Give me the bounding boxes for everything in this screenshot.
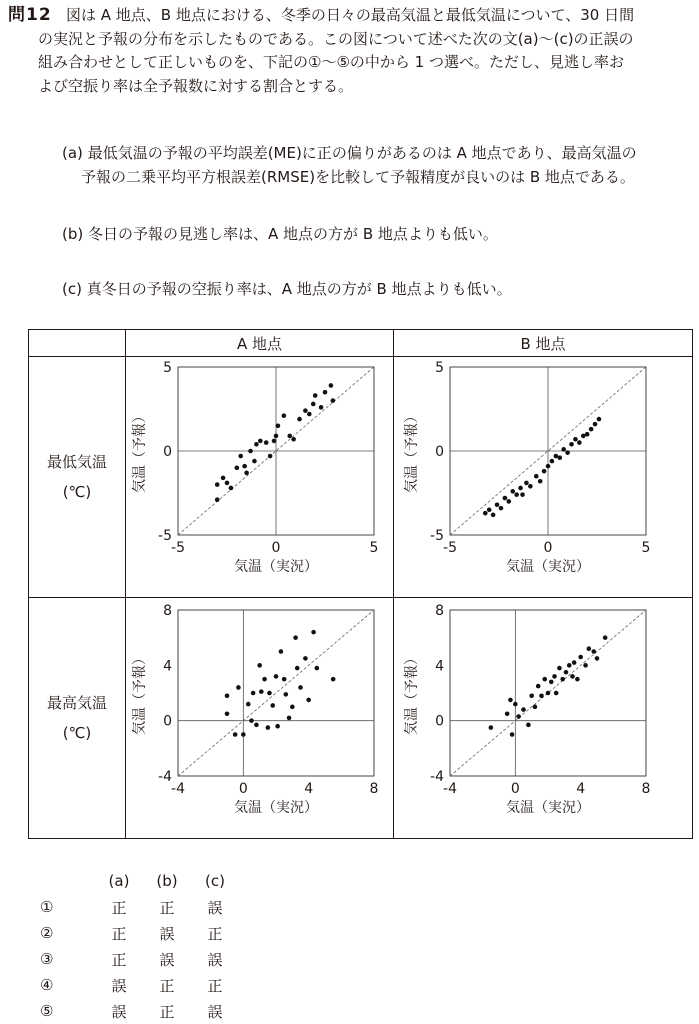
y-tick-label: -4 <box>430 769 444 785</box>
data-point <box>516 714 521 719</box>
row-label-unit: (℃) <box>62 483 92 501</box>
data-point <box>319 405 324 410</box>
data-point <box>526 723 531 728</box>
data-point <box>542 677 547 682</box>
data-point <box>297 417 302 422</box>
data-point <box>257 663 262 668</box>
data-point <box>536 684 541 689</box>
chart-table <box>28 329 693 839</box>
option-b: 誤 <box>159 924 175 943</box>
question-label: 問12 <box>8 5 52 25</box>
data-point <box>215 482 220 487</box>
data-point <box>262 677 267 682</box>
data-point <box>276 424 281 429</box>
data-point <box>295 666 300 671</box>
data-point <box>331 398 336 403</box>
data-point <box>508 698 513 703</box>
option-number: ② <box>40 924 54 942</box>
data-point <box>287 716 292 721</box>
option-b: 正 <box>159 976 175 995</box>
data-point <box>254 442 259 447</box>
data-point <box>554 454 559 459</box>
y-axis-label: 気温（予報） <box>404 409 420 493</box>
data-point <box>290 705 295 710</box>
data-point <box>521 707 526 712</box>
data-point <box>251 691 256 696</box>
x-axis-label: 気温（実況） <box>506 800 590 816</box>
data-point <box>264 440 269 445</box>
data-point <box>489 725 494 730</box>
option-number: ③ <box>40 950 54 968</box>
table-header-empty <box>29 330 126 357</box>
data-point <box>311 630 316 635</box>
y-tick-label: 8 <box>163 603 172 619</box>
answer-header-row <box>40 868 239 894</box>
statement-c <box>62 278 512 302</box>
answer-header-a: (a) <box>108 872 130 890</box>
statement-label: (b) <box>62 225 84 243</box>
data-point <box>546 464 551 469</box>
y-tick-label: 0 <box>435 444 444 460</box>
x-tick-label: -4 <box>171 781 185 797</box>
y-tick-label: -4 <box>158 769 172 785</box>
y-tick-label: 8 <box>435 603 444 619</box>
data-point <box>236 685 241 690</box>
question-text-head <box>66 4 694 28</box>
data-point <box>513 702 518 707</box>
data-point <box>539 693 544 698</box>
data-point <box>575 677 580 682</box>
data-point <box>270 703 275 708</box>
data-point <box>510 489 515 494</box>
statement-a <box>62 142 637 189</box>
data-point <box>557 455 562 460</box>
data-point <box>249 718 254 723</box>
data-point <box>499 506 504 511</box>
question-line: 組み合わせとして正しいものを、下記の①～⑤の中から 1 つ選べ。ただし、見逃し率お <box>38 53 624 71</box>
option-b: 正 <box>159 1002 175 1021</box>
answer-header-c: (c) <box>205 872 225 890</box>
answer-option[interactable] <box>40 920 239 946</box>
x-axis-label: 気温（実況） <box>234 559 318 575</box>
data-point <box>560 677 565 682</box>
data-point <box>572 660 577 665</box>
data-point <box>268 454 273 459</box>
data-point <box>549 680 554 685</box>
y-axis-label: 気温（予報） <box>132 409 148 493</box>
data-point <box>254 723 259 728</box>
data-point <box>244 471 249 476</box>
data-point <box>495 502 500 507</box>
answer-header-b: (b) <box>156 872 178 890</box>
data-point <box>581 434 586 439</box>
y-tick-label: -5 <box>158 528 172 544</box>
option-b: 誤 <box>159 950 175 969</box>
data-point <box>578 655 583 660</box>
data-point <box>546 691 551 696</box>
option-a: 誤 <box>111 976 127 995</box>
scatter-plot-a-min <box>126 357 394 597</box>
option-c: 誤 <box>207 950 223 969</box>
data-point <box>225 481 230 486</box>
data-point <box>595 656 600 661</box>
data-point <box>272 439 277 444</box>
data-point <box>567 663 572 668</box>
data-point <box>331 677 336 682</box>
data-point <box>238 454 243 459</box>
data-point <box>557 666 562 671</box>
answer-option[interactable] <box>40 894 239 920</box>
y-tick-label: 4 <box>163 658 172 675</box>
plot-cell-a-min <box>126 357 394 598</box>
data-point <box>225 693 230 698</box>
row-label-unit: (℃) <box>62 724 92 742</box>
data-point <box>329 383 334 388</box>
x-axis-label: 気温（実況） <box>506 559 590 575</box>
plot-cell-b-min <box>394 357 693 598</box>
x-tick-label: 0 <box>543 540 553 556</box>
data-point <box>225 711 230 716</box>
statement-b <box>62 223 498 247</box>
x-tick-label: 5 <box>641 540 651 556</box>
data-point <box>215 497 220 502</box>
question-line: の実況と予報の分布を示したものである。この図について述べた次の文(a)～(c)の正誤の <box>38 29 634 48</box>
data-point <box>561 447 566 452</box>
data-point <box>279 649 284 654</box>
data-point <box>597 417 602 422</box>
data-point <box>298 685 303 690</box>
data-point <box>518 486 523 491</box>
table-row-max <box>29 598 693 839</box>
data-point <box>554 691 559 696</box>
answer-option[interactable] <box>40 972 239 998</box>
y-tick-label: 0 <box>435 713 444 730</box>
answer-options <box>40 868 239 1024</box>
data-point <box>573 437 578 442</box>
y-axis-label: 気温（予報） <box>132 651 148 735</box>
data-point <box>274 674 279 679</box>
data-point <box>603 635 608 640</box>
option-c: 正 <box>207 924 223 943</box>
statement-label: (a) <box>62 144 83 162</box>
x-tick-label: 8 <box>641 781 651 797</box>
option-c: 誤 <box>207 898 223 917</box>
data-point <box>287 434 292 439</box>
data-point <box>248 449 253 454</box>
data-point <box>303 656 308 661</box>
answer-option[interactable] <box>40 946 239 972</box>
data-point <box>524 481 529 486</box>
data-point <box>528 484 533 489</box>
data-point <box>246 702 251 707</box>
table-header-a: A 地点 <box>126 330 394 357</box>
option-c: 正 <box>207 976 223 995</box>
statement-text: 予報の二乗平均平方根誤差(RMSE)を比較して予報精度が良いのは B 地点である。 <box>81 167 635 186</box>
x-tick-label: 4 <box>576 781 586 797</box>
question-line: 図は A 地点、B 地点における、冬季の日々の最高気温と最低気温について、30 日間 <box>66 6 635 24</box>
data-point <box>282 677 287 682</box>
data-point <box>593 422 598 427</box>
x-tick-label: -5 <box>171 540 185 556</box>
data-point <box>293 635 298 640</box>
question-first-line <box>8 4 694 28</box>
data-point <box>284 692 289 697</box>
data-point <box>542 469 547 474</box>
data-point <box>533 705 538 710</box>
y-tick-label: 5 <box>163 360 172 376</box>
data-point <box>570 674 575 679</box>
y-axis-label: 気温（予報） <box>404 651 420 735</box>
data-point <box>550 459 555 464</box>
x-tick-label: 4 <box>304 781 314 797</box>
plot-cell-a-max <box>126 598 394 839</box>
data-point <box>569 442 574 447</box>
data-point <box>583 663 588 668</box>
scatter-plot-a-max <box>126 598 394 838</box>
data-point <box>520 492 525 497</box>
x-tick-label: 0 <box>271 540 281 556</box>
row-label-max <box>29 598 126 839</box>
scatter-plot-b-min <box>394 357 693 597</box>
data-point <box>529 693 534 698</box>
data-point <box>291 437 296 442</box>
option-b: 正 <box>159 898 175 917</box>
y-tick-label: -5 <box>430 528 444 544</box>
table-header-row <box>29 330 693 357</box>
y-tick-label: 5 <box>435 360 444 376</box>
data-point <box>564 670 569 675</box>
y-tick-label: 0 <box>163 444 172 460</box>
data-point <box>266 725 271 730</box>
data-point <box>534 474 539 479</box>
y-tick-label: 4 <box>435 658 444 675</box>
data-point <box>241 732 246 737</box>
statement-label: (c) <box>62 280 82 298</box>
data-point <box>487 508 492 513</box>
option-a: 正 <box>111 950 127 969</box>
data-point <box>587 646 592 651</box>
data-point <box>491 513 496 518</box>
answer-option[interactable] <box>40 998 239 1024</box>
data-point <box>275 724 280 729</box>
statement-text: 最低気温の予報の平均誤差(ME)に正の偏りがあるのは A 地点であり、最高気温の <box>87 144 637 162</box>
data-point <box>507 499 512 504</box>
option-number: ⑤ <box>40 1002 54 1020</box>
option-a: 誤 <box>111 1002 127 1021</box>
data-point <box>552 674 557 679</box>
scatter-plot-b-max <box>394 598 693 838</box>
x-tick-label: 8 <box>369 781 379 797</box>
diagonal-reference-line <box>178 610 374 776</box>
data-point <box>221 476 226 481</box>
row-label-min <box>29 357 126 598</box>
data-point <box>259 689 264 694</box>
x-tick-label: -5 <box>443 540 457 556</box>
data-point <box>315 666 320 671</box>
data-point <box>235 466 240 471</box>
x-tick-label: 0 <box>238 781 248 797</box>
question-text-rest <box>8 28 694 99</box>
option-c: 誤 <box>207 1002 223 1021</box>
plot-frame <box>178 610 374 776</box>
x-tick-label: 5 <box>369 540 379 556</box>
data-point <box>282 413 287 418</box>
y-tick-label: 0 <box>163 713 172 730</box>
data-point <box>577 440 582 445</box>
table-row-min <box>29 357 693 598</box>
data-point <box>591 649 596 654</box>
data-point <box>303 408 308 413</box>
option-number: ① <box>40 898 54 916</box>
data-point <box>503 496 508 501</box>
option-a: 正 <box>111 924 127 943</box>
x-axis-label: 気温（実況） <box>234 800 318 816</box>
question-line: よび空振り率は全予報数に対する割合とする。 <box>38 76 354 95</box>
data-point <box>313 393 318 398</box>
statement-text: 真冬日の予報の空振り率は、A 地点の方が B 地点よりも低い。 <box>86 280 512 298</box>
data-point <box>311 402 316 407</box>
data-point <box>307 412 312 417</box>
data-point <box>589 427 594 432</box>
x-tick-label: 0 <box>510 781 520 797</box>
option-a: 正 <box>111 898 127 917</box>
data-point <box>510 732 515 737</box>
data-point <box>242 464 247 469</box>
statement-text: 冬日の予報の見逃し率は、A 地点の方が B 地点よりも低い。 <box>88 225 498 243</box>
option-number: ④ <box>40 976 54 994</box>
data-point <box>538 479 543 484</box>
plot-cell-b-max <box>394 598 693 839</box>
data-point <box>229 486 234 491</box>
data-point <box>565 450 570 455</box>
data-point <box>505 711 510 716</box>
data-point <box>233 732 238 737</box>
data-point <box>514 492 519 497</box>
x-tick-label: -4 <box>443 781 457 797</box>
row-label-text: 最低気温 <box>46 453 107 471</box>
data-point <box>483 511 488 516</box>
question-block <box>8 4 694 98</box>
data-point <box>585 432 590 437</box>
data-point <box>274 434 279 439</box>
data-point <box>252 459 257 464</box>
data-point <box>258 439 263 444</box>
row-label-text: 最高気温 <box>46 694 107 712</box>
data-point <box>306 698 311 703</box>
data-point <box>267 691 272 696</box>
data-point <box>323 390 328 395</box>
table-header-b: B 地点 <box>394 330 693 357</box>
